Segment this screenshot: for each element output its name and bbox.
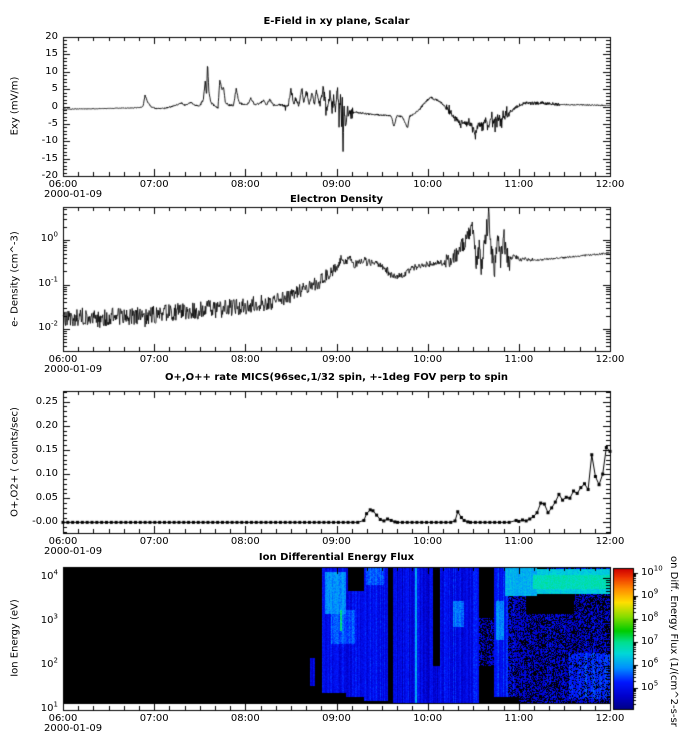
mics-y-tick-label: -0.00 xyxy=(32,516,58,528)
panel-density-title: Electron Density xyxy=(289,194,384,205)
mics-y-axis-label: O+,O2+ ( counts/sec) xyxy=(9,407,21,517)
colorbar-tick-label: $10^7$ xyxy=(641,633,659,647)
colorbar-tick-label: $10^{10}$ xyxy=(641,564,663,578)
mics-y-tick-label: 0.10 xyxy=(35,468,58,480)
colorbar-axis-label: on Diff. Energy Flux (1/(cm^2-s-sr xyxy=(668,556,679,727)
x-tick-label: 11:00 xyxy=(504,354,534,365)
density-y-tick-label: $10^{-2}$ xyxy=(38,319,58,333)
x-tick-label: 11:00 xyxy=(504,179,534,190)
x-tick-label: 07:00 xyxy=(139,179,169,190)
efield-y-tick-label: 10 xyxy=(45,65,58,77)
mics-y-tick-label: 0.15 xyxy=(35,443,58,455)
colorbar-tick-label: $10^9$ xyxy=(641,587,659,601)
x-tick-label: 10:00 xyxy=(413,179,443,190)
x-tick-label: 07:00 xyxy=(139,536,169,547)
x-tick-label: 09:00 xyxy=(322,713,351,724)
mics-y-tick-label: 0.05 xyxy=(35,492,58,504)
efield-y-tick-label: 20 xyxy=(45,31,58,42)
ionflux-y-tick-label: $10^2$ xyxy=(40,656,58,670)
x-tick-label: 07:00 xyxy=(139,354,169,365)
x-tick-label: 10:00 xyxy=(413,354,443,365)
x-tick-label: 12:00 xyxy=(595,354,625,365)
density-y-tick-label: $10^0$ xyxy=(40,230,58,245)
x-tick-label: 12:00 xyxy=(595,179,625,190)
x-tick-label: 06:00 xyxy=(48,354,78,365)
x-axis-date-label: 2000-01-09 xyxy=(44,189,103,200)
x-tick-label: 12:00 xyxy=(595,713,625,724)
panel-mics-title: O+,O++ rate MICS(96sec,1/32 spin, +-1deg FOV perp to spin xyxy=(164,372,509,383)
ionflux-y-axis-label: Ion Energy (eV) xyxy=(9,599,21,677)
ionflux-y-tick-label: $10^1$ xyxy=(40,700,58,714)
ionflux-y-tick-label: $10^3$ xyxy=(40,612,58,626)
x-tick-label: 09:00 xyxy=(322,354,351,365)
x-tick-label: 06:00 xyxy=(48,179,78,190)
colorbar-tick-label: $10^8$ xyxy=(641,610,659,624)
panel-ionflux-title: Ion Differential Energy Flux xyxy=(258,552,415,563)
x-tick-label: 08:00 xyxy=(230,354,260,365)
efield-y-tick-label: 5 xyxy=(51,83,58,95)
x-tick-label: 07:00 xyxy=(139,713,169,724)
x-tick-label: 06:00 xyxy=(48,713,78,724)
x-tick-label: 10:00 xyxy=(413,713,443,724)
x-tick-label: 08:00 xyxy=(230,179,260,190)
efield-y-tick-label: 15 xyxy=(45,48,58,60)
density-y-tick-label: $10^{-1}$ xyxy=(38,275,58,289)
ionflux-y-tick-label: $10^4$ xyxy=(40,568,58,582)
x-tick-label: 12:00 xyxy=(595,536,625,547)
efield-y-tick-label: -20 xyxy=(41,170,58,181)
x-tick-label: 11:00 xyxy=(504,536,534,547)
colorbar-tick-label: $10^5$ xyxy=(641,679,659,693)
x-axis-date-label: 2000-01-09 xyxy=(44,546,103,557)
colorbar-tick-label: $10^6$ xyxy=(641,656,659,670)
x-axis-date-label: 2000-01-09 xyxy=(44,723,103,734)
mics-y-tick-label: 0.20 xyxy=(35,419,58,431)
efield-y-tick-label: 0 xyxy=(51,100,58,112)
x-tick-label: 08:00 xyxy=(230,713,260,724)
efield-y-axis-label: Exy (mV/m) xyxy=(9,76,21,136)
efield-y-tick-label: -15 xyxy=(41,152,58,164)
x-tick-label: 09:00 xyxy=(322,536,351,547)
efield-y-tick-label: -5 xyxy=(48,117,58,129)
mics-y-tick-label: 0.25 xyxy=(35,395,58,407)
x-tick-label: 08:00 xyxy=(230,536,260,547)
density-y-axis-label: e- Density (cm^-3) xyxy=(9,231,21,327)
x-tick-label: 09:00 xyxy=(322,179,351,190)
efield-y-tick-label: -10 xyxy=(41,135,58,147)
panel-efield-title: E-Field in xy plane, Scalar xyxy=(263,16,410,27)
x-tick-label: 06:00 xyxy=(48,536,78,547)
x-tick-label: 10:00 xyxy=(413,536,443,547)
x-axis-date-label: 2000-01-09 xyxy=(44,364,103,375)
x-tick-label: 11:00 xyxy=(504,713,534,724)
